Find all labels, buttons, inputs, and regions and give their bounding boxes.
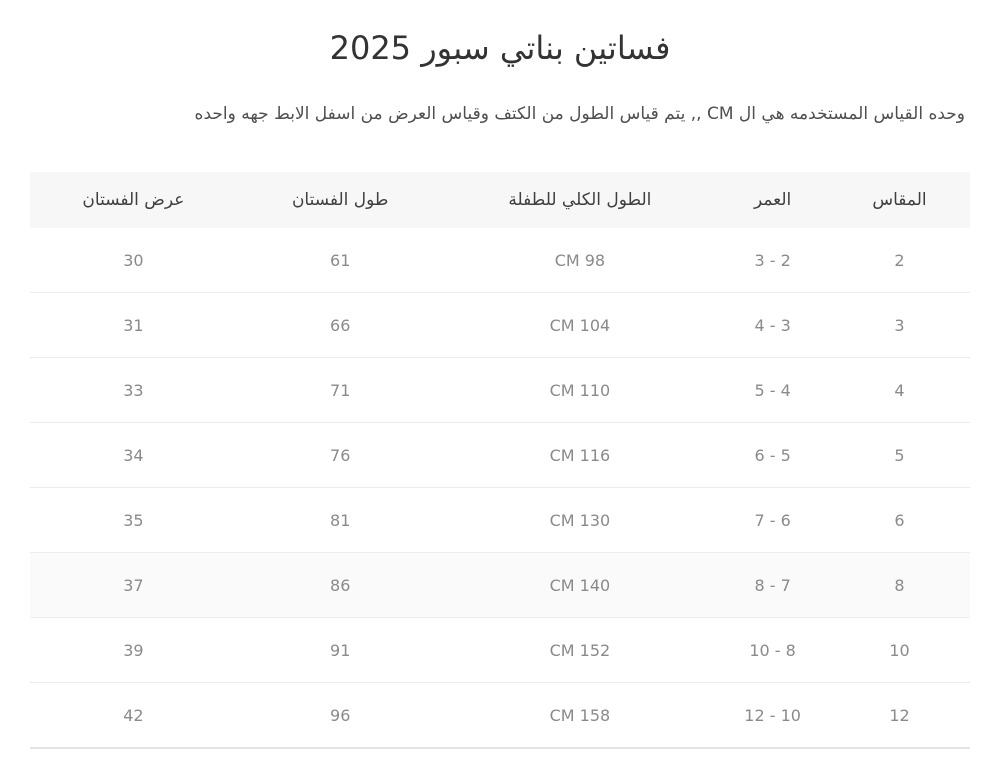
table-header-row <box>30 172 970 228</box>
cell-dress-width: 37 <box>30 553 237 618</box>
cell-dress-length: 61 <box>330 250 351 270</box>
cell-size: 12 <box>829 683 970 749</box>
cell-dress-length: 81 <box>237 488 444 553</box>
cell-child-height: CM 158 <box>444 683 717 749</box>
cell-child-height: CM 104 <box>444 293 717 358</box>
cell-age: 7 - 6 <box>716 488 829 553</box>
cell-child-height: CM 116 <box>444 423 717 488</box>
cell-dress-length: 71 <box>237 358 444 423</box>
table-row <box>30 358 970 423</box>
cell-child-height: CM 98 <box>554 250 606 270</box>
cell-size: 3 <box>829 293 970 358</box>
cell-child-height: CM 152 <box>444 618 717 683</box>
cell-dress-width: 31 <box>30 293 237 358</box>
cell-dress-length: 76 <box>237 423 444 488</box>
table-row <box>30 618 970 683</box>
cell-dress-length: 96 <box>237 683 444 749</box>
cell-size: 8 <box>829 553 970 618</box>
cell-child-height: CM 110 <box>444 358 717 423</box>
cell-dress-length: 91 <box>237 618 444 683</box>
cell-size: 10 <box>829 618 970 683</box>
column-header-dress-length: طول الفستان <box>237 172 444 228</box>
table-row <box>30 228 970 293</box>
cell-child-height: CM 140 <box>444 553 717 618</box>
cell-age: 3 - 2 <box>754 250 791 270</box>
cell-dress-width: 42 <box>30 683 237 749</box>
cell-dress-width: 33 <box>30 358 237 423</box>
column-header-size: المقاس <box>829 172 970 228</box>
column-header-age: العمر <box>716 172 829 228</box>
page-title: فساتين بناتي سبور 2025 <box>329 29 671 67</box>
measurement-note: وحده القياس المستخدمه هي ال CM ,, يتم قياس الطول من الكتف وقياس العرض من اسفل الابط جهه واحده <box>194 104 965 124</box>
cell-age: 6 - 5 <box>716 423 829 488</box>
table-row <box>30 423 970 488</box>
cell-size: 5 <box>829 423 970 488</box>
table-row <box>30 293 970 358</box>
cell-dress-width: 34 <box>30 423 237 488</box>
table-row-highlighted <box>30 553 970 618</box>
cell-size: 6 <box>829 488 970 553</box>
cell-child-height: CM 130 <box>444 488 717 553</box>
cell-size: 4 <box>829 358 970 423</box>
cell-size: 2 <box>894 250 905 270</box>
cell-dress-length: 86 <box>237 553 444 618</box>
column-header-dress-width: عرض الفستان <box>30 172 237 228</box>
cell-age: 4 - 3 <box>716 293 829 358</box>
cell-dress-width: 39 <box>30 618 237 683</box>
cell-age: 5 - 4 <box>716 358 829 423</box>
cell-age: 10 - 8 <box>716 618 829 683</box>
cell-age: 12 - 10 <box>716 683 829 749</box>
cell-dress-length: 66 <box>237 293 444 358</box>
cell-age: 8 - 7 <box>716 553 829 618</box>
column-header-child-height: الطول الكلي للطفلة <box>444 172 717 228</box>
cell-dress-width: 30 <box>123 250 144 270</box>
size-table <box>30 172 970 749</box>
table-row <box>30 488 970 553</box>
cell-dress-width: 35 <box>30 488 237 553</box>
size-table-container <box>30 172 970 749</box>
table-row <box>30 683 970 749</box>
